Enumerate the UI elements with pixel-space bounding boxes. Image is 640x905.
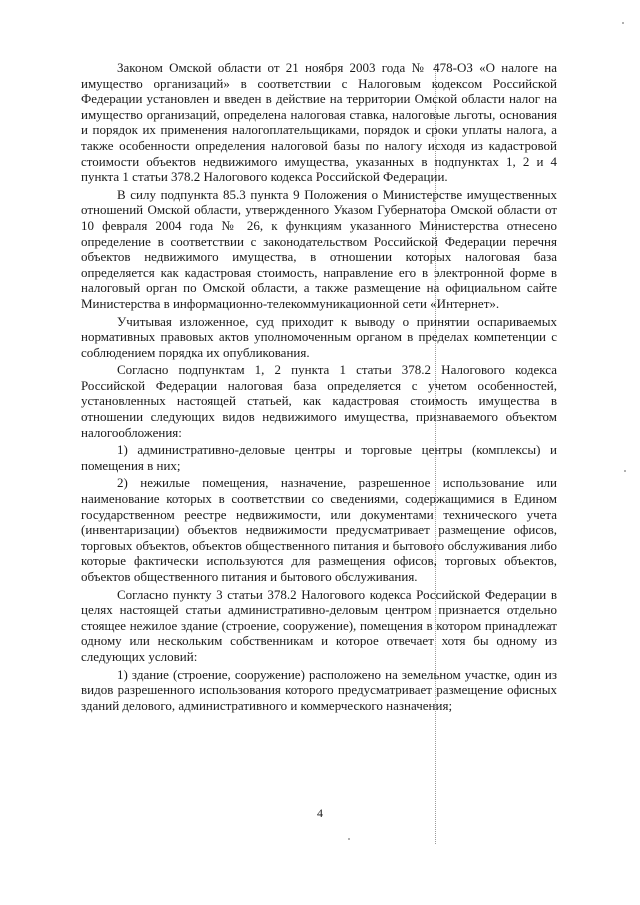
- paragraph: Согласно пункту 3 статьи 378.2 Налогового кодекса Российской Федерации в целях настоящей статьи административно-деловым центром признается отдельно стоящее нежилое здание (строение, сооружение), помещения в котором принадлежат одному или нескольким собственникам и которое отвечает хотя бы одному из следующих условий:: [81, 586, 557, 664]
- list-item: 1) здание (строение, сооружение) расположено на земельном участке, один из видов разрешенного использования которого предусматривает размещение офисных зданий делового, административного и коммерческого назначения;: [81, 666, 557, 713]
- paragraph: В силу подпункта 85.3 пункта 9 Положения о Министерстве имущественных отношений Омской области, утвержденного Указом Губернатора Омской области от 10 февраля 2004 года № 26, к функциям указанного Министерства отнесено определение в соответствии с законодательством Российской Федерации перечня объектов недвижимого имущества, в отношении которых налоговая база определяется как кадастровая стоимость, направление его в электронной форме в налоговый орган по Омской области, а также размещение на официальном сайте Министерства в информационно-телекоммуникационной сети «Интернет».: [81, 186, 557, 311]
- page-number: 4: [317, 806, 323, 820]
- paragraph: Законом Омской области от 21 ноября 2003 года № 478-ОЗ «О налоге на имущество организаций» в соответствии с Налоговым кодексом Российской Федерации установлен и введен в действие на территории Омской области налог на имущество организаций, определена налоговая ставка, налоговые льготы, основания и порядок их применения налогоплательщиками, порядок и сроки уплаты налога, а также особенности определения налоговой базы по налогу исходя из кадастровой стоимости объектов недвижимого имущества, указанных в подпунктах 1, 2 и 4 пункта 1 статьи 378.2 Налогового кодекса Российской Федерации.: [81, 60, 557, 185]
- paragraph: Согласно подпунктам 1, 2 пункта 1 статьи 378.2 Налогового кодекса Российской Федерации налоговая база определяется с учетом особенностей, установленных настоящей статьей, как кадастровая стоимость имущества в отношении следующих видов недвижимого имущества, признаваемого объектом налогообложения:: [81, 362, 557, 440]
- list-item: 1) административно-деловые центры и торговые центры (комплексы) и помещения в них;: [81, 442, 557, 473]
- scan-speck: [622, 22, 624, 24]
- list-item: 2) нежилые помещения, назначение, разрешенное использование или наименование которых в соответствии со сведениями, содержащимися в Едином государственном реестре недвижимости, или документами технического учета (инвентаризации) объектов недвижимости предусматривает размещение офисов, торговых объектов, объектов общественного питания и бытового обслуживания либо которые фактически используются для размещения офисов, торговых объектов, объектов общественного питания и бытового обслуживания.: [81, 475, 557, 584]
- scan-speck: [348, 838, 350, 840]
- scan-speck: [624, 470, 626, 472]
- paragraph: Учитывая изложенное, суд приходит к выводу о принятии оспариваемых нормативных правовых актов уполномоченным органом в пределах компетенции с соблюдением порядка их опубликования.: [81, 313, 557, 360]
- document-body: [81, 60, 557, 713]
